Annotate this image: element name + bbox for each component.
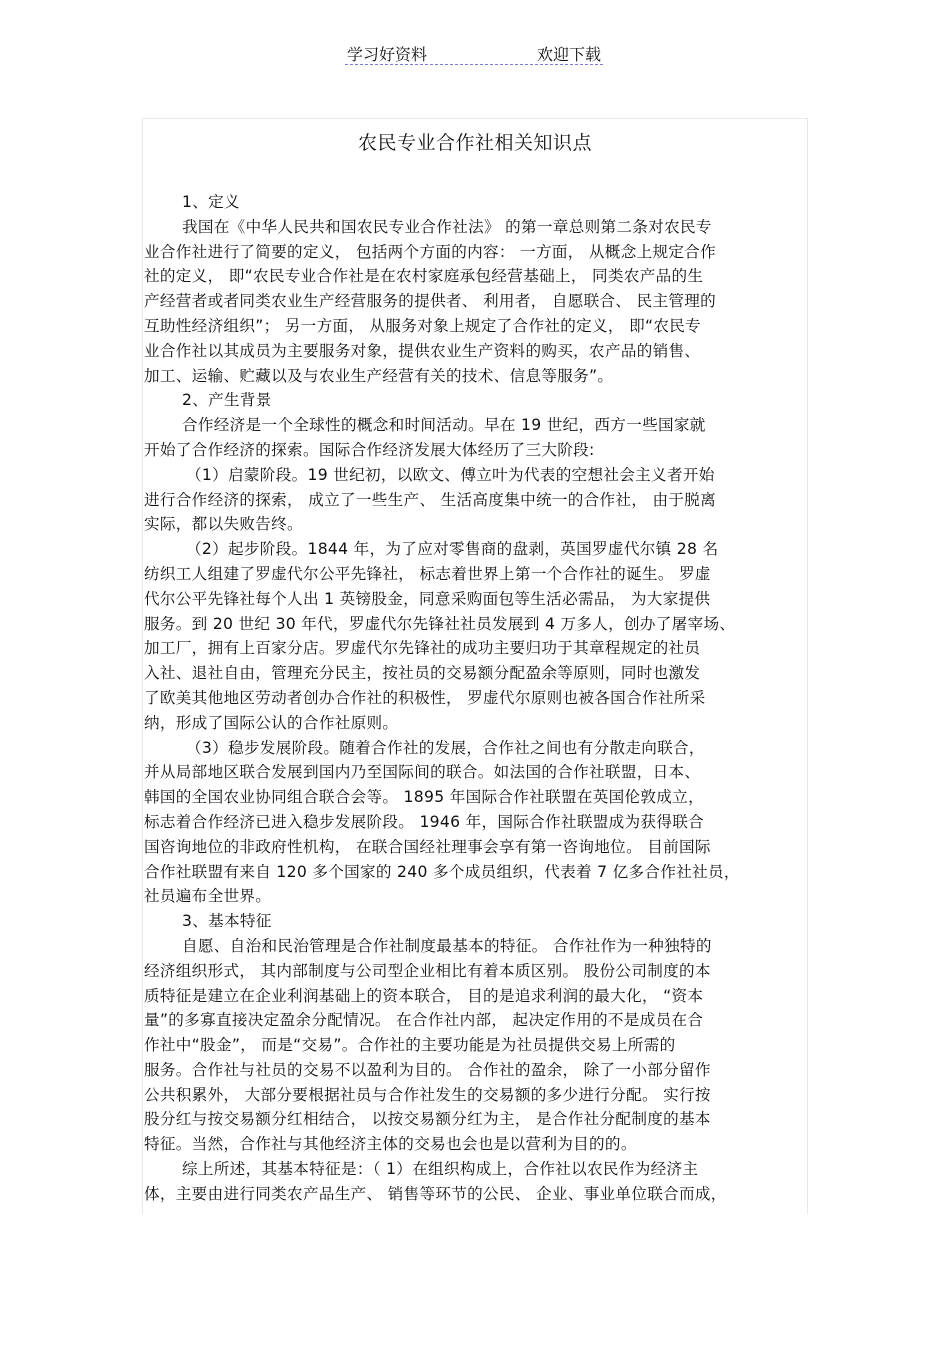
paragraph-line: 服务。合作社与社员的交易不以盈利为目的。 合作社的盈余， 除了一小部分留作 [144,1060,711,1079]
paragraph-line: 互助性经济组织”； 另一方面， 从服务对象上规定了合作社的定义， 即“农民专 [144,316,702,335]
paragraph-line: 韩国的全国农业协同组合联合会等。 1895 年国际合作社联盟在英国伦敦成立， [144,788,704,807]
paragraph-line: 自愿、自治和民治管理是合作社制度最基本的特征。 合作社作为一种独特的 [182,936,712,955]
paragraph-line: 体，主要由进行同类农产品生产、 销售等环节的公民、 企业、事业单位联合而成， [144,1184,727,1203]
paragraph-line: 综上所述，其基本特征是：（ 1）在组织构成上，合作社以农民作为经济主 [182,1160,699,1179]
paragraph-line: 社的定义， 即“农民专业合作社是在农村家庭承包经营基础上， 同类农产品的生 [144,267,704,286]
header-right-text: 欢迎下载 [536,45,601,64]
paragraph-line: 了欧美其他地区劳动者创办合作社的积极性， 罗虚代尔原则也被各国合作社所采 [144,688,706,707]
header-left-text: 学习好资料 [347,45,428,64]
paragraph-line: 合作经济是一个全球性的概念和时间活动。早在 19 世纪，西方一些国家就 [182,416,706,435]
paragraph-line: 量”的多寡直接决定盈余分配情况。 在合作社内部， 起决定作用的不是成员在合 [144,1011,704,1030]
paragraph-line: 业合作社进行了简要的定义， 包括两个方面的内容： 一方面， 从概念上规定合作 [144,242,717,261]
paragraph-line: 特征。当然，合作社与其他经济主体的交易也会也是以营利为目的的。 [144,1135,637,1154]
paragraph-line: 纳，形成了国际公认的合作社原则。 [144,713,399,732]
paragraph-line: 社员遍布全世界。 [144,887,272,906]
section-heading-background: 2、产生背景 [182,391,272,410]
paragraph-line: 入社、退社自由，管理充分民主，按社员的交易额分配盈余等原则，同时也激发 [144,664,701,683]
paragraph-line: 加工厂，拥有上百家分店。罗虚代尔先锋社的成功主要归功于其章程规定的社员 [144,639,701,658]
paragraph-line: （3）稳步发展阶段。随着合作社的发展，合作社之间也有分散走向联合， [186,738,705,757]
paragraph-line: 加工、运输、贮藏以及与农业生产经营有关的技术、信息等服务”。 [144,366,614,385]
paragraph-line: 服务。到 20 世纪 30 年代，罗虚代尔先锋社社员发展到 4 万多人，创办了屠宰场、 [144,614,736,633]
paragraph-line: 股分红与按交易额分红相结合， 以按交易额分红为主， 是合作社分配制度的基本 [144,1110,711,1129]
paragraph-line: 标志着合作经济已进入稳步发展阶段。 1946 年，国际合作社联盟成为获得联合 [144,812,704,831]
paragraph-line: 纺织工人组建了罗虚代尔公平先锋社， 标志着世界上第一个合作社的诞生。 罗虚 [144,564,711,583]
section-heading-features: 3、基本特征 [182,912,272,931]
paragraph-line: 经济组织形式， 其内部制度与公司型企业相比有着本质区别。 股份公司制度的本 [144,961,711,980]
paragraph-line: 我国在《中华人民共和国农民专业合作社法》 的第一章总则第二条对农民专 [182,217,712,236]
paragraph-line: 公共积累外， 大部分要根据社员与合作社发生的交易额的多少进行分配。 实行按 [144,1085,711,1104]
paragraph-line: 产经营者或者同类农业生产经营服务的提供者、 利用者， 自愿联合、 民主管理的 [144,292,717,311]
paragraph-line: 并从局部地区联合发展到国内乃至国际间的联合。如法国的合作社联盟，日本、 [144,763,701,782]
paragraph-line: 开始了合作经济的探索。国际合作经济发展大体经历了三大阶段: [144,440,595,459]
paragraph-line: 国咨询地位的非政府性机构， 在联合国经社理事会享有第一咨询地位。 目前国际 [144,837,711,856]
page-header [345,40,603,65]
paragraph-line: 作社中“股金”， 而是“交易”。合作社的主要功能是为社员提供交易上所需的 [144,1036,676,1055]
section-heading-definition: 1、定义 [182,193,240,211]
document-body [144,190,806,1207]
paragraph-line: 代尔公平先锋社每个人出 1 英镑股金，同意采购面包等生活必需品， 为大家提供 [144,589,711,608]
paragraph-line: （2）起步阶段。1844 年，为了应对零售商的盘剥，英国罗虚代尔镇 28 名 [186,540,719,559]
paragraph-line: 合作社联盟有来自 120 多个国家的 240 多个成员组织，代表着 7 亿多合作社社员， [144,862,740,881]
document-title: 农民专业合作社相关知识点 [357,132,592,154]
paragraph-line: 业合作社以其成员为主要服务对象，提供农业生产资料的购买，农产品的销售、 [144,341,701,360]
paragraph-line: 实际，都以失败告终。 [144,515,303,534]
paragraph-line: 质特征是建立在企业利润基础上的资本联合， 目的是追求利润的最大化， “资本 [144,986,704,1005]
paragraph-line: 进行合作经济的探索， 成立了一些生产、 生活高度集中统一的合作社， 由于脱离 [144,490,717,509]
paragraph-line: （1）启蒙阶段。19 世纪初，以欧文、傅立叶为代表的空想社会主义者开始 [186,465,715,484]
